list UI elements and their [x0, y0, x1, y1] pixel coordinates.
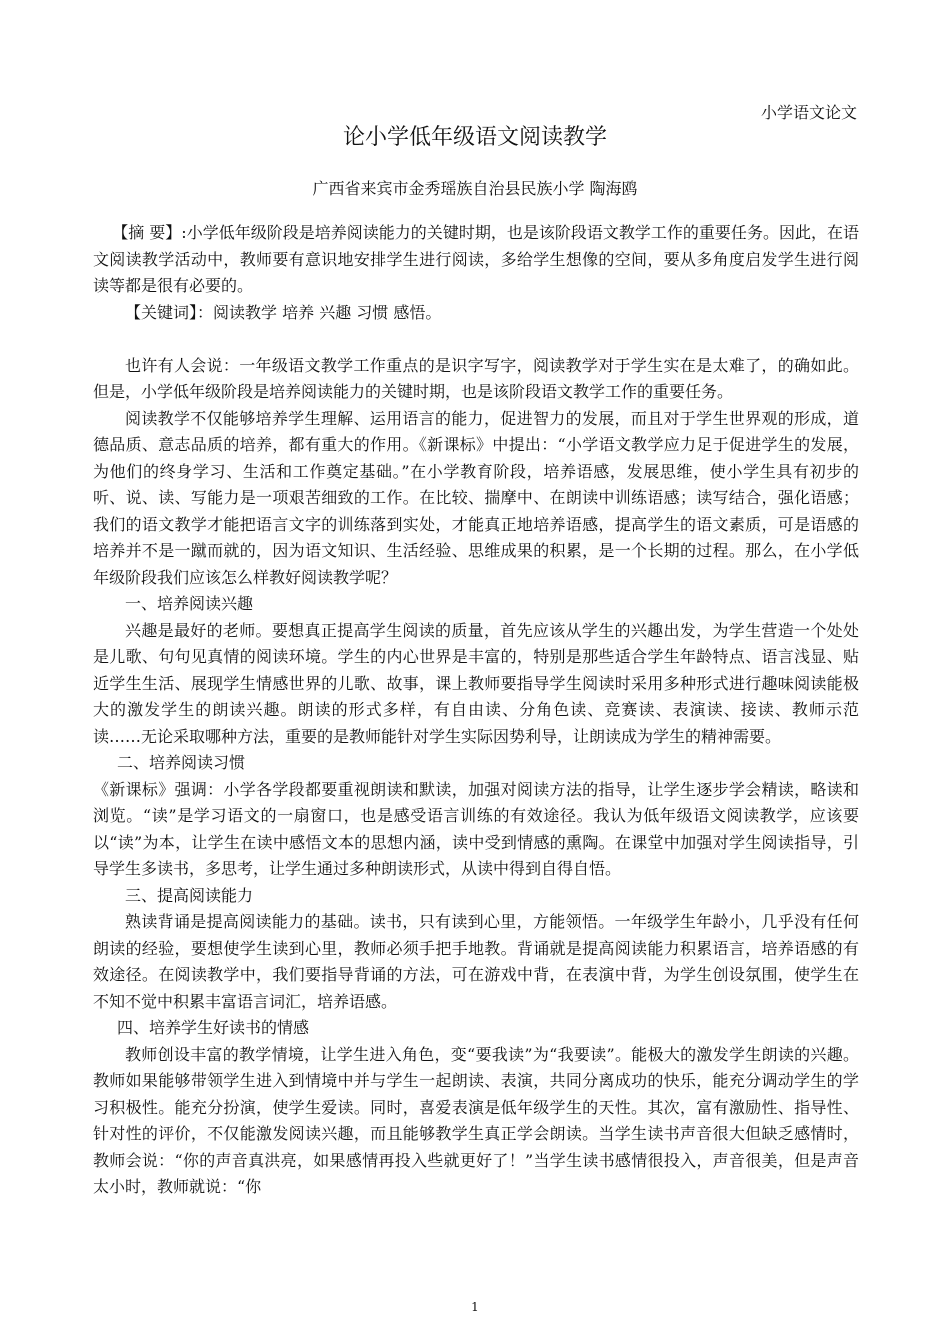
header-tag: 小学语文论文 — [760, 103, 857, 122]
spacer — [93, 326, 859, 353]
section-paragraph: 教师创设丰富的教学情境，让学生进入角色，变“要我读”为“我要读”。能极大的激发学生朗读的兴趣。教师如果能够带领学生进入到情境中并与学生一起朗读、表演，共同分离成功的快乐，能充分调动学生的学习积极性。能充分扮演，使学生爱读。同时，喜爱表演是低年级学生的天性。其次，富有激励性、指导性、针对性的评价，不仅能激发阅读兴趣，而且能够教学生真正学会朗读。当学生读书声音很大但缺乏感情时，教师会说：“你的声音真洪亮，如果感情再投入些就更好了！”当学生读书感情很投入，声音很美，但是声音太小时，教师就说：“你 — [93, 1044, 859, 1196]
section-paragraph: 兴趣是最好的老师。要想真正提高学生阅读的质量，首先应该从学生的兴趣出发，为学生营造一个处处是儿歌、句句见真情的阅读环境。学生的内心世界是丰富的，特别是那些适合学生年龄特点、语言浅显、贴近学生生活、展现学生情感世界的儿歌、故事，课上教师要指导学生阅读时采用多种形式进行趣味阅读能极大的激发学生的朗读兴趣。朗读的形式多样，有自由读、分角色读、竞赛读、表演读、接读、教师示范读……无论采取哪种方法，重要的是教师能针对学生实际因势利导，让朗读成为学生的精神需要。 — [93, 620, 859, 746]
author-line: 广西省来宾市金秀瑶族自治县民族小学 陶海鸥 — [312, 179, 638, 198]
article-body — [93, 220, 859, 1201]
keywords-text: 阅读教学 培养 兴趣 习惯 感悟。 — [213, 302, 442, 322]
intro-paragraph: 也许有人会说：一年级语文教学工作重点的是识字写字，阅读教学对于学生实在是太难了，的确如此。但是，小学低年级阶段是培养阅读能力的关键时期，也是该阶段语文教学工作的重要任务。 — [93, 355, 859, 401]
page-title: 论小学低年级语文阅读教学 — [342, 125, 607, 150]
abstract — [93, 220, 859, 300]
section-heading: 四、培养学生好读书的情感 — [117, 1018, 310, 1037]
section-heading: 三、提高阅读能力 — [125, 885, 254, 905]
page-number: 1 — [471, 1300, 479, 1314]
abstract-label: 【摘 要】: — [112, 223, 187, 242]
section-paragraph: 《新课标》强调：小学各学段都要重视朗读和默读，加强对阅读方法的指导，让学生逐步学会精读，略读和浏览。“读”是学习语文的一扇窗口，也是感受语言训练的有效途径。我认为低年级语文阅读教学，应该要以“读”为本，让学生在读中感悟文本的思想内涵，读中受到情感的熏陶。在课堂中加强对学生阅读指导，引导学生多读书，多思考，让学生通过多种朗读形式，从读中得到自得自悟。 — [93, 779, 859, 878]
section-paragraph: 熟读背诵是提高阅读能力的基础。读书，只有读到心里，方能领悟。一年级学生年龄小，几乎没有任何朗读的经验，要想使学生读到心里，教师必须手把手地教。背诵就是提高阅读能力积累语言，培养语感的有效途径。在阅读教学中，我们要指导背诵的方法，可在游戏中背，在表演中背，为学生创设氛围，使学生在不知不觉中积累丰富语言词汇，培养语感。 — [93, 912, 859, 1011]
section-heading: 一、培养阅读兴趣 — [125, 594, 254, 613]
intro-paragraph: 阅读教学不仅能够培养学生理解、运用语言的能力，促进智力的发展，而且对于学生世界观的形成，道德品质、意志品质的培养，都有重大的作用。《新课标》中提出：“小学语文教学应力足于促进学生的发展，为他们的终身学习、生活和工作奠定基础。”在小学教育阶段，培养语感，发展思维，使小学生具有初步的听、说、读、写能力是一项艰苦细致的工作。在比较、揣摩中、在朗读中训练语感；读写结合，强化语感；我们的语文教学才能把语言文字的训练落到实处，才能真正地培养语感，提高学生的语文素质，可是语感的培养并不是一蹴而就的，因为语文知识、生活经验、思维成果的积累，是一个长期的过程。那么，在小学低年级阶段我们应该怎么样教好阅读教学呢？ — [93, 408, 859, 587]
keywords-label: 【关键词】： — [125, 302, 214, 322]
section-heading: 二、培养阅读习惯 — [117, 753, 246, 772]
abstract-text: 小学低年级阶段是培养阅读能力的关键时期，也是该阶段语文教学工作的重要任务。因此，在语文阅读教学活动中，教师要有意识地安排学生进行阅读，多给学生想像的空间，要从多角度启发学生进行阅读等都是很有必要的。 — [93, 223, 859, 295]
keywords — [93, 300, 859, 327]
